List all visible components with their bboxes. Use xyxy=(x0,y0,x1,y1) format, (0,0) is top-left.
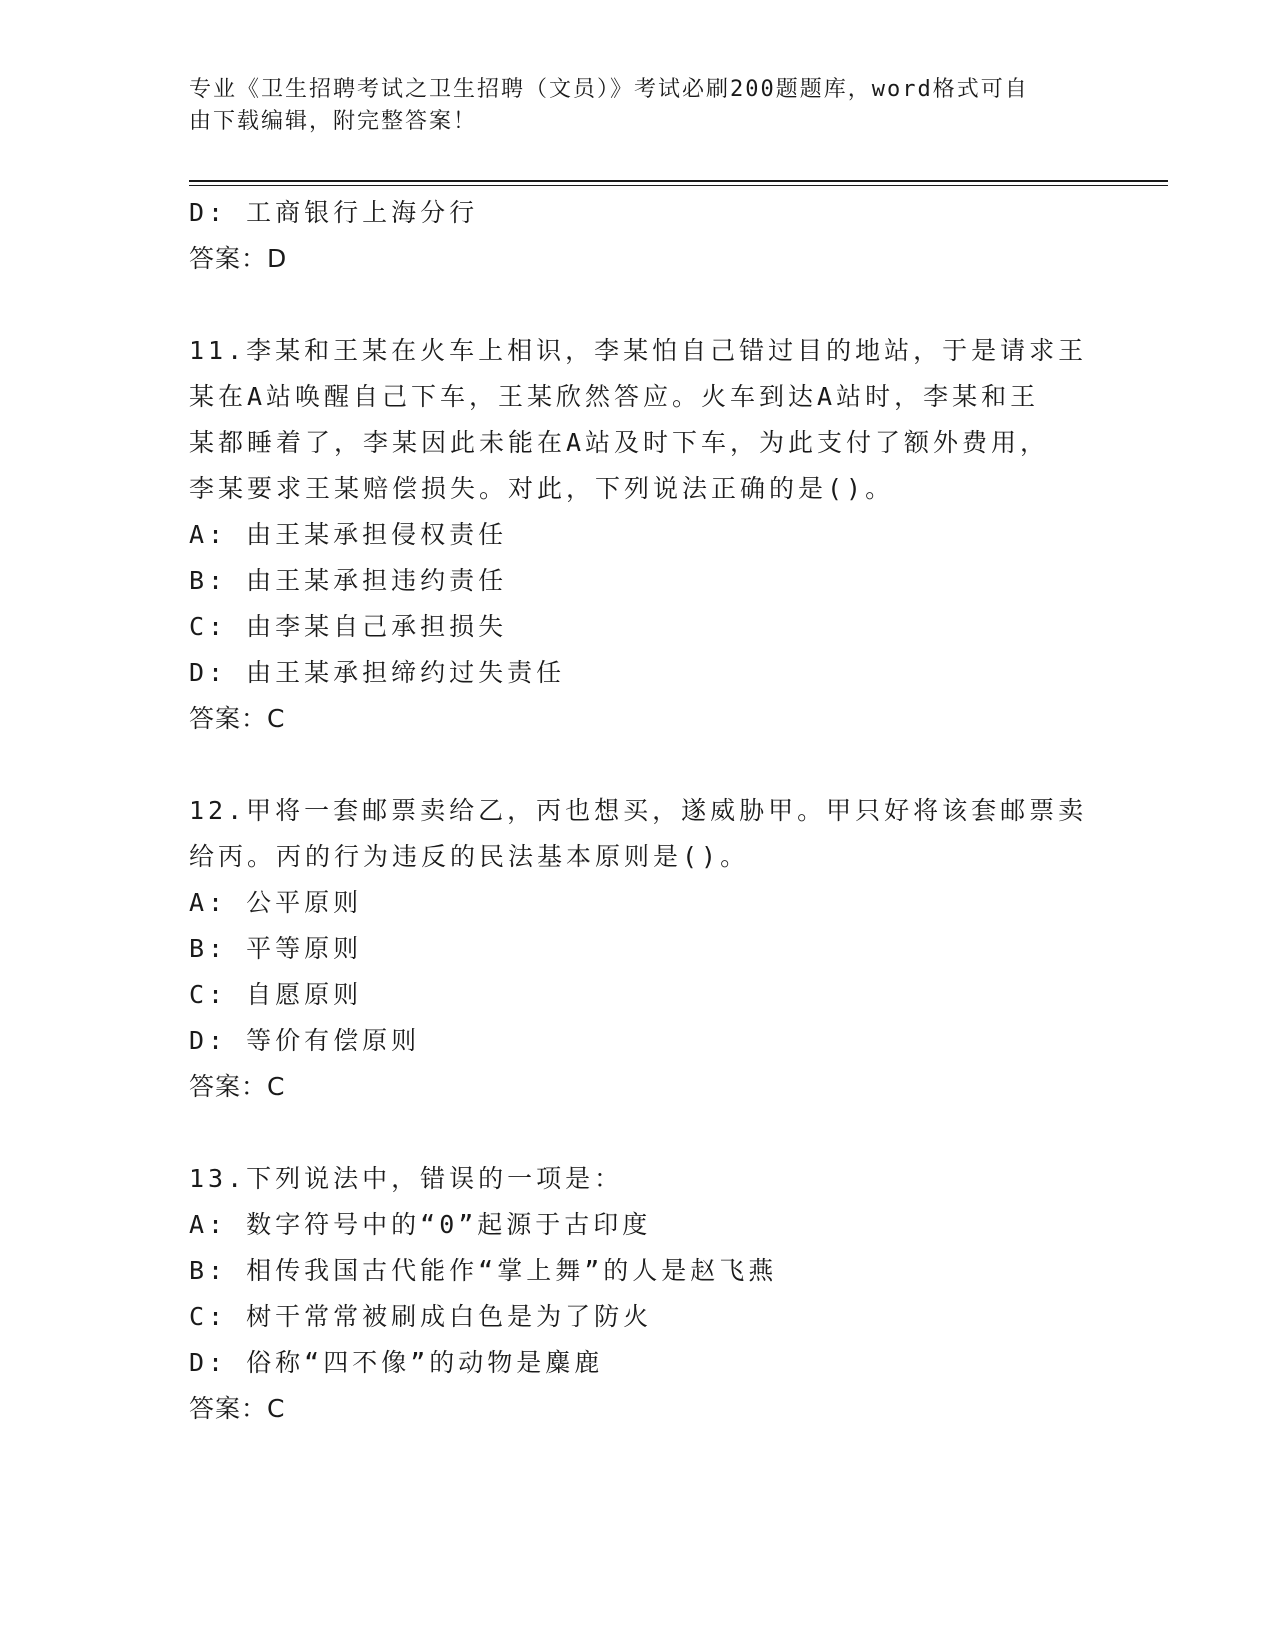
question-content xyxy=(189,190,1089,1432)
spacer xyxy=(189,1110,1089,1156)
option-b: B: 平等原则 xyxy=(189,934,363,963)
spacer xyxy=(189,742,1089,788)
question-text-line: 李某要求王某赔偿损失。对此，下列说法正确的是()。 xyxy=(189,474,895,503)
header-divider-thick xyxy=(189,180,1168,182)
spacer xyxy=(189,282,1089,328)
option-a: A: 由王某承担侵权责任 xyxy=(189,520,508,549)
header-divider-thin xyxy=(189,185,1168,186)
question-11 xyxy=(189,328,1089,742)
option-d: D: 由王某承担缔约过失责任 xyxy=(189,658,566,687)
header-line-2: 由下载编辑，附完整答案！ xyxy=(189,109,478,134)
option-c: C: 自愿原则 xyxy=(189,980,363,1009)
option-a: A: 公平原则 xyxy=(189,888,363,917)
question-text-line: 12.甲将一套邮票卖给乙，丙也想买，遂威胁甲。甲只好将该套邮票卖 xyxy=(189,796,1088,825)
option-d: D: 俗称“四不像”的动物是麋鹿 xyxy=(189,1348,604,1377)
question-text-line: 给丙。丙的行为违反的民法基本原则是()。 xyxy=(189,842,750,871)
header-line-1: 专业《卫生招聘考试之卫生招聘（文员）》考试必刷200题题库，word格式可自 xyxy=(189,77,1029,102)
option-d: D: 工商银行上海分行 xyxy=(189,198,479,227)
option-b: B: 相传我国古代能作“掌上舞”的人是赵飞燕 xyxy=(189,1256,778,1285)
question-text-line: 13.下列说法中，错误的一项是： xyxy=(189,1164,624,1193)
option-a: A: 数字符号中的“0”起源于古印度 xyxy=(189,1210,652,1239)
option-d: D: 等价有偿原则 xyxy=(189,1026,421,1055)
option-b: B: 由王某承担违约责任 xyxy=(189,566,508,595)
question-text-line: 某都睡着了，李某因此未能在A站及时下车，为此支付了额外费用， xyxy=(189,428,1050,457)
previous-question-tail xyxy=(189,190,1089,282)
document-header xyxy=(189,74,1089,138)
question-13 xyxy=(189,1156,1089,1432)
question-12 xyxy=(189,788,1089,1110)
option-c: C: 树干常常被刷成白色是为了防火 xyxy=(189,1302,653,1331)
answer-line: 答案：C xyxy=(189,704,286,733)
answer-line: 答案：D xyxy=(189,244,288,273)
question-text-line: 11.李某和王某在火车上相识，李某怕自己错过目的地站，于是请求王 xyxy=(189,336,1088,365)
option-c: C: 由李某自己承担损失 xyxy=(189,612,508,641)
answer-line: 答案：C xyxy=(189,1394,286,1423)
question-text-line: 某在A站唤醒自己下车，王某欣然答应。火车到达A站时，李某和王 xyxy=(189,382,1040,411)
answer-line: 答案：C xyxy=(189,1072,286,1101)
